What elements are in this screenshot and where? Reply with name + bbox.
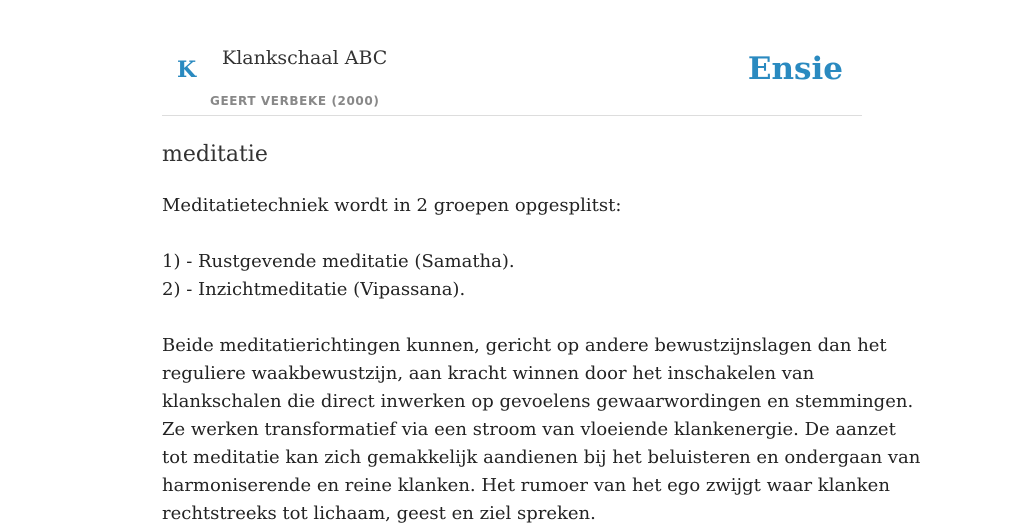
- paragraph-gap: [162, 220, 862, 248]
- book-logo-icon[interactable]: K: [177, 57, 197, 83]
- page: [162, 0, 921, 524]
- ensie-logo-link[interactable]: Ensie: [747, 51, 843, 87]
- entry-intro: Meditatietechniek wordt in 2 groepen opgesplitst:: [162, 195, 622, 216]
- paragraph-line: rechtstreeks tot lichaam, geest en ziel spreken.: [162, 503, 596, 524]
- entry-body: [162, 192, 921, 528]
- list-item: 1) - Rustgevende meditatie (Samatha).: [162, 251, 515, 272]
- paragraph-line: Ze werken transformatief via een stroom van vloeiende klankenergie. De aanzet: [162, 419, 896, 440]
- paragraph-line: harmoniserende en reine klanken. Het rumoer van het ego zwijgt waar klanken: [162, 475, 890, 496]
- paragraph-line: Beide meditatierichtingen kunnen, gericht op andere bewustzijnslagen dan het: [162, 335, 887, 356]
- paragraph-line: tot meditatie kan zich gemakkelijk aandienen bij het beluisteren en ondergaan van: [162, 447, 921, 468]
- book-author: GEERT VERBEKE (2000): [210, 94, 380, 108]
- paragraph-line: klankschalen die direct inwerken op gevoelens gewaarwordingen en stemmingen.: [162, 391, 914, 412]
- paragraph-line: reguliere waakbewustzijn, aan kracht winnen door het inschakelen van: [162, 363, 815, 384]
- book-title[interactable]: Klankschaal ABC: [222, 47, 388, 69]
- paragraph-gap: [162, 304, 862, 332]
- header: [162, 0, 862, 116]
- list-item: 2) - Inzichtmeditatie (Vipassana).: [162, 279, 466, 300]
- entry-title: meditatie: [162, 142, 268, 167]
